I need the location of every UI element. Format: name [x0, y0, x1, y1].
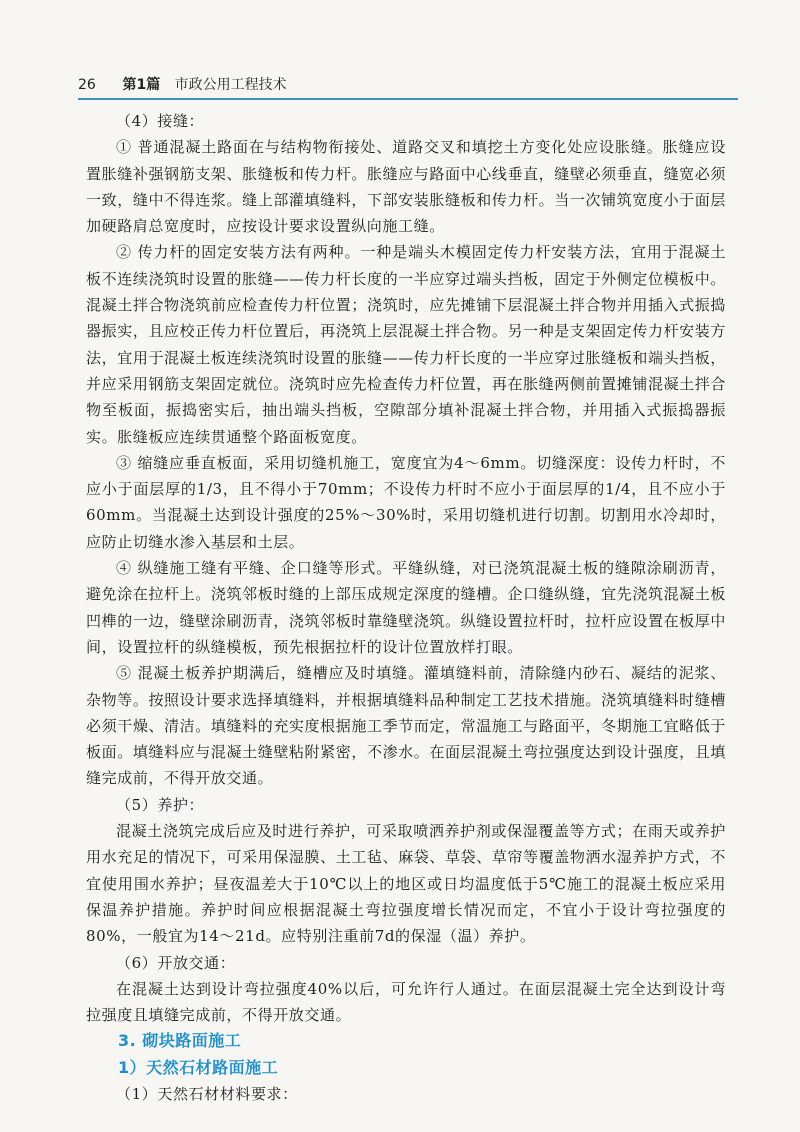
paragraph-longitudinal-joint: ④ 纵缝施工缝有平缝、企口缝等形式。平缝纵缝，对已浇筑混凝土板的缝隙涂刷沥青，避免涂在拉杆上。浇筑邻板时缝的上部压成规定深度的缝槽。企口缝纵缝，宜先浇筑混凝土板凹榫的一边，缝壁涂刷沥青，浇筑邻板时靠缝壁浇筑。纵缝设置拉杆时，拉杆应设置在板厚中间，设置拉杆的纵缝模板，预先根据拉杆的设计位置放样打眼。	[86, 559, 726, 656]
header-rule	[78, 98, 738, 100]
paragraph-dowel-bar: ② 传力杆的固定安装方法有两种。一种是端头木模固定传力杆安装方法，宜用于混凝土板不连续浇筑时设置的胀缝——传力杆长度的一半应穿过端头挡板，固定于外侧定位模板中。混凝土拌合物浇筑前应检查传力杆位置；浇筑时，应先摊铺下层混凝土拌合物并用插入式振捣器振实，且应校正传力杆位置后，再浇筑上层混凝土拌合物。另一种是支架固定传力杆安装方法，宜用于混凝土板连续浇筑时设置的胀缝——传力杆长度的一半应穿过胀缝板和端头挡板，并应采用钢筋支架固定就位。浇筑时应先检查传力杆位置，再在胀缝两侧前置摊铺混凝土拌合物至板面，振捣密实后，抽出端头挡板，空隙部分填补混凝土拌合物，并用插入式振捣器振实。胀缝板应连续贯通整个路面板宽度。	[86, 243, 726, 446]
running-header	[78, 74, 738, 94]
paragraph-joint-filling: ⑤ 混凝土板养护期满后，缝槽应及时填缝。灌填缝料前，清除缝内砂石、凝结的泥浆、杂物等。按照设计要求选择填缝料，并根据填缝料品种制定工艺技术措施。浇筑填缝料时缝槽必须干燥、清洁。填缝料的充实度根据施工季节而定，常温施工与路面平，冬期施工宜略低于板面。填缝料应与混凝土缝壁粘附紧密，不渗水。在面层混凝土弯拉强度达到设计强度，且填缝完成前，不得开放交通。	[86, 664, 726, 788]
section-5-heading: （5）养护：	[116, 795, 205, 814]
paragraph-contraction-joint: ③ 缩缝应垂直板面，采用切缝机施工，宽度宜为4～6mm。切缝深度：设传力杆时，不应小于面层厚的1/3，且不得小于70mm；不设传力杆时不应小于面层厚的1/4，且不应小于60mm。当混凝土达到设计强度的25%～30%时，采用切缝机进行切割。切割用水冷却时，应防止切缝水渗入基层和土层。	[86, 453, 726, 551]
paragraph-expansion-joint: ① 普通混凝土路面在与结构物衔接处、道路交叉和填挖土方变化处应设胀缝。胀缝应设置胀缝补强钢筋支架、胀缝板和传力杆。胀缝应与路面中心线垂直，缝壁必须垂直，缝宽必须一致，缝中不得连浆。缝上部灌填缝料，下部安装胀缝板和传力杆。当一次铺筑宽度小于面层加硬路肩总宽度时，应按设计要求设置纵向施工缝。	[86, 138, 726, 236]
heading-natural-stone: 1）天然石材路面施工	[118, 1057, 279, 1077]
part-title: 市政公用工程技术	[174, 77, 287, 93]
section-6-heading: （6）开放交通：	[116, 953, 236, 972]
part-label: 第1篇	[122, 77, 161, 93]
section-1-heading: （1）天然石材材料要求：	[116, 1084, 298, 1103]
paragraph-open-traffic: 在混凝土达到设计弯拉强度40%以后，可允许行人通过。在面层混凝土完全达到设计弯拉强度且填缝完成前，不得开放交通。	[86, 979, 726, 1025]
page-number: 26	[78, 77, 96, 93]
heading-block-pavement: 3. 砌块路面施工	[118, 1031, 242, 1051]
paragraph-curing: 混凝土浇筑完成后应及时进行养护，可采取喷洒养护剂或保湿覆盖等方式；在雨天或养护用水充足的情况下，可采用保湿膜、土工毡、麻袋、草袋、草帘等覆盖物洒水湿养护方式，不宜使用围水养护；昼夜温差大于10℃以上的地区或日均温度低于5℃施工的混凝土板应采用保温养护措施。养护时间应根据混凝土弯拉强度增长情况而定，不宜小于设计弯拉强度的80%，一般宜为14～21d。应特别注重前7d的保湿（温）养护。	[86, 822, 726, 946]
page-body	[86, 108, 726, 1107]
section-4-heading: （4）接缝：	[116, 112, 205, 130]
